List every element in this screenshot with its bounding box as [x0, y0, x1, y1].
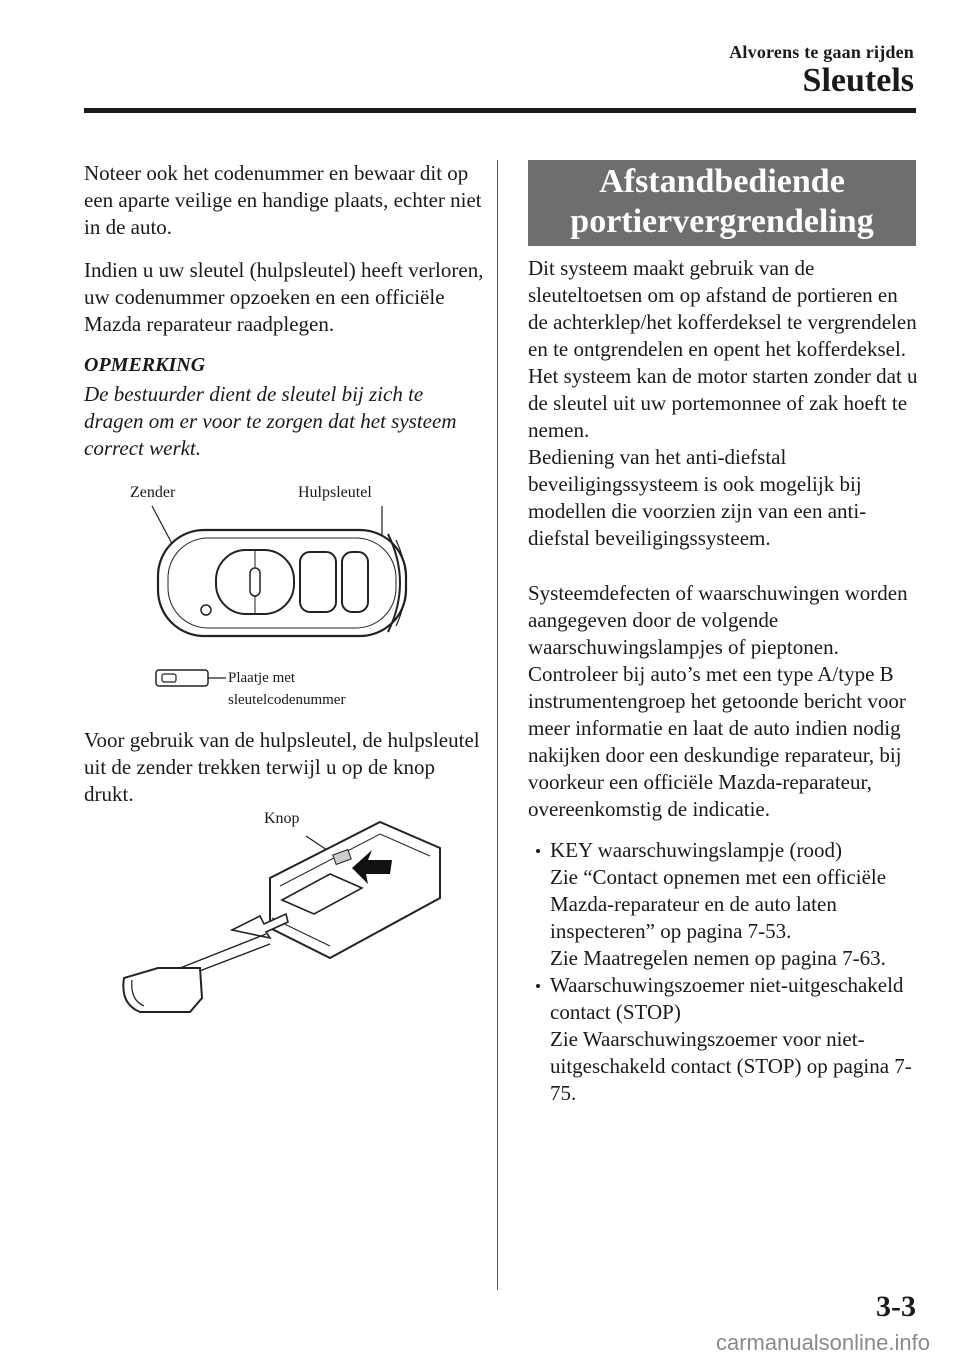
left-paragraph-1: Noteer ook het codenummer en bewaar dit op een aparte veilige en handige plaats, echter niet in de auto.	[84, 161, 482, 239]
label-plaatje-line1: Plaatje met	[228, 670, 296, 686]
label-hulpsleutel: Hulpsleutel	[298, 484, 372, 501]
list-item	[528, 972, 918, 1107]
key-fob-figure	[120, 478, 440, 718]
chapter-kicker: Alvorens te gaan rijden	[729, 42, 914, 62]
page-title: Sleutels	[802, 62, 914, 99]
list-item	[528, 837, 918, 972]
warning-list	[528, 837, 918, 1107]
bullet-reference: Zie Waarschuwingszoemer voor niet-uitgeschakeld contact (STOP) op pagina 7-75.	[550, 1027, 912, 1105]
note-text: De bestuurder dient de sleutel bij zich te dragen om er voor te zorgen dat het systeem correct werkt.	[84, 382, 457, 460]
section-banner	[528, 160, 916, 246]
left-paragraph-2: Indien u uw sleutel (hulpsleutel) heeft verloren, uw codenummer opzoeken en een officiële Mazda reparateur raadplegen.	[84, 258, 484, 336]
bullet-dot	[536, 984, 540, 988]
bullet-title: KEY waarschuwingslampje (rood)	[550, 838, 842, 862]
header-rule	[84, 108, 916, 113]
column-divider	[497, 160, 498, 1290]
left-paragraph-3: Voor gebruik van de hulpsleutel, de hulpsleutel uit de zender trekken terwijl u op de knop drukt.	[84, 728, 480, 806]
label-knop: Knop	[264, 810, 300, 827]
right-paragraph-1: Dit systeem maakt gebruik van de sleuteltoetsen om op afstand de portieren en de achterklep/het kofferdeksel te vergrendelen en te ontgrendelen en opent het kofferdeksel.	[528, 256, 917, 361]
note-heading: OPMERKING	[84, 354, 206, 376]
label-zender: Zender	[130, 484, 176, 501]
banner-line-2: portiervergrendeling	[570, 203, 874, 240]
bullet-title: Waarschuwingszoemer niet-uitgeschakeld contact (STOP)	[550, 973, 904, 1024]
page-number: 3-3	[876, 1290, 916, 1323]
aux-key-illustration	[110, 808, 450, 1028]
banner-line-1: Afstandbediende	[599, 163, 845, 200]
right-paragraph-4: Systeemdefecten of waarschuwingen worden aangegeven door de volgende waarschuwingslampjes of pieptonen. Controleer bij auto’s met een type A/type B instrumentengroep het getoonde bericht voor meer informatie en laat de auto indien nodig nakijken door een deskundige reparateur, bij voorkeur een officiële Mazda-reparateur, overeenkomstig de indicatie.	[528, 581, 908, 821]
aux-key-figure	[110, 808, 450, 1028]
left-column	[84, 160, 484, 474]
bullet-reference: Zie Maatregelen nemen op pagina 7-63.	[550, 946, 886, 970]
watermark: carmanualsonline.info	[715, 1330, 930, 1355]
bullet-reference: Zie “Contact opnemen met een officiële Mazda-reparateur en de auto laten inspecteren” op pagina 7-53.	[550, 865, 887, 943]
right-paragraph-3: Bediening van het anti-diefstal beveiligingssysteem is ook mogelijk bij modellen die voorzien zijn van een anti-diefstal beveiligingssysteem.	[528, 445, 867, 550]
right-paragraph-2: Het systeem kan de motor starten zonder dat u de sleutel uit uw portemonnee of zak hoeft te nemen.	[528, 364, 918, 442]
right-column-body	[528, 255, 918, 1107]
label-plaatje-line2: sleutelcodenummer	[228, 692, 346, 708]
bullet-dot	[536, 849, 540, 853]
